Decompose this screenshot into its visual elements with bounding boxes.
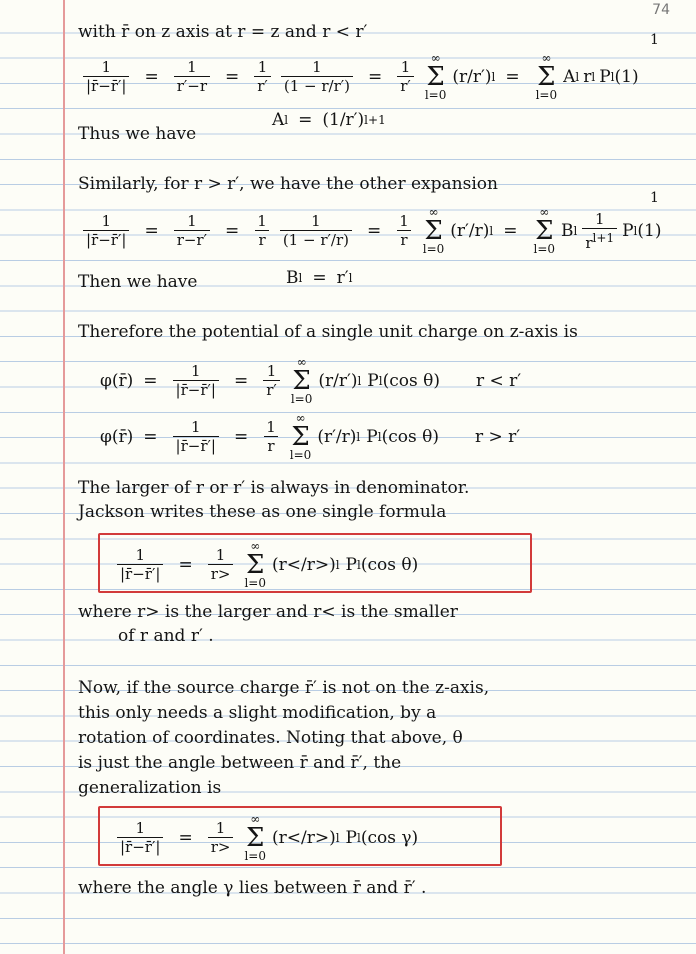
summation-7: ∞ Σ l=0 [244, 539, 266, 590]
summation: ∞ Σ l=0 [424, 51, 447, 102]
text-line-of: of r and r′ . [118, 626, 214, 646]
frac-boxed-2: $\frac{1}{r>}$ [208, 547, 234, 583]
text-line-similarly: Similarly, for r > r′, we have the other expansion [78, 174, 498, 194]
margin-line [63, 0, 65, 954]
equation-A-coefficient: A l = (1/r′) l+1 [272, 110, 386, 130]
summation-5: ∞ Σ l=0 [290, 355, 313, 406]
frac-one-over-r-minus-rp: $\frac{1}{r-r'}$ [174, 213, 210, 249]
summation-8: ∞ Σ l=0 [244, 812, 266, 863]
frac-one-over-r-2: $\frac{1}{r}$ [399, 212, 409, 249]
frac-one-over-rp-minus-r: $\frac{1}{r'-r}$ [174, 59, 210, 95]
frac-one-over-rp-2: $\frac{1}{r'}$ [397, 59, 414, 95]
text-line-angle: is just the angle between r̄ and r̄′, the [78, 753, 402, 773]
text-line-thus: Thus we have [78, 124, 197, 144]
equation-expansion-outer: $\frac{1}{|r̄-r̄'|}$ = $\frac{1}{r-r'}$ = $\frac{1}{r}$ $\frac{1}{(1 - r'/r)}$ = $\frac{1}{r}$ ∞ Σ l=0 (r′/r) l = ∞ Σ l=0 B l $\frac{1}{r^{l+1}}$ P l (1) [78, 206, 661, 256]
text-line-final: where the angle γ lies between r̄ and r̄′ . [78, 878, 427, 898]
annotation-one-2: 1 [650, 190, 659, 206]
frac-one-over-r: $\frac{1}{r}$ [257, 212, 267, 249]
frac-potential-1: $\frac{1}{|r̄-r̄'|}$ [173, 363, 219, 399]
text-line-now: Now, if the source charge r̄′ is not on the z-axis, [78, 678, 490, 698]
text-line-condition: with r̄ on z axis at r = z and r < r′ [78, 22, 368, 42]
summation-6: ∞ Σ l=0 [289, 411, 312, 462]
text-line-larger: The larger of r or r′ is always in denominator. [78, 478, 470, 498]
frac-geometric: $\frac{1}{(1 - r/r')}$ [281, 59, 353, 95]
frac-boxed-4: $\frac{1}{r>}$ [208, 820, 234, 856]
frac-one-over-rp: $\frac{1}{r'}$ [254, 59, 271, 95]
equation-potential-inner: φ(r̄) = $\frac{1}{|r̄-r̄'|}$ = $\frac{1}{r'}$ ∞ Σ l=0 (r/r′) l P l (cos θ) r < r′ [100, 355, 522, 406]
text-line-where: where r> is the larger and r< is the smaller [78, 602, 458, 622]
frac-one-over-distance-2: $\frac{1}{|r̄-r̄'|}$ [83, 213, 129, 249]
text-line-jackson: Jackson writes these as one single formula [78, 502, 447, 522]
text-line-generalization: generalization is [78, 778, 222, 798]
summation-3: ∞ Σ l=0 [422, 205, 445, 256]
summation-2: ∞ Σ l=0 [535, 51, 558, 102]
frac-one-over-distance: $\frac{1}{|r̄-r̄'|}$ [83, 59, 129, 95]
frac-potential-2: $\frac{1}{r'}$ [263, 363, 280, 399]
summation-4: ∞ Σ l=0 [533, 205, 556, 256]
page-number: 74 [652, 2, 670, 18]
equation-potential-outer: φ(r̄) = $\frac{1}{|r̄-r̄'|}$ = $\frac{1}{r}$ ∞ Σ l=0 (r′/r) l P l (cos θ) r > r′ [100, 411, 521, 462]
frac-geometric-2: $\frac{1}{(1 - r'/r)}$ [280, 213, 352, 249]
equation-expansion-inner: $\frac{1}{|r̄-r̄'|}$ = $\frac{1}{r'-r}$ = $\frac{1}{r'}$ $\frac{1}{(1 - r/r')}$ = $\frac{1}{r'}$ ∞ Σ l=0 (r/r′) l = ∞ Σ l=0 A l r l P l (1) [78, 52, 639, 102]
equation-boxed-general: $\frac{1}{|r̄-r̄'|}$ = $\frac{1}{r>}$ ∞ Σ l=0 (r</r>) l P l (cos γ) [112, 813, 418, 863]
equation-boxed-axis: $\frac{1}{|r̄-r̄'|}$ = $\frac{1}{r>}$ ∞ Σ l=0 (r</r>) l P l (cos θ) [112, 540, 418, 590]
text-line-then: Then we have [78, 272, 198, 292]
equation-B-coefficient: B l = r′ l [286, 268, 353, 288]
frac-potential-4: $\frac{1}{r}$ [266, 418, 276, 455]
text-line-this: this only needs a slight modification, by a [78, 703, 437, 723]
frac-one-over-r-l-plus-1: $\frac{1}{r^{l+1}}$ [582, 211, 617, 252]
frac-boxed-3: $\frac{1}{|r̄-r̄'|}$ [117, 820, 163, 856]
text-line-therefore: Therefore the potential of a single unit charge on z-axis is [78, 322, 578, 342]
text-line-rotation: rotation of coordinates. Noting that above, θ [78, 728, 463, 748]
frac-potential-3: $\frac{1}{|r̄-r̄'|}$ [173, 419, 219, 455]
frac-boxed-1: $\frac{1}{|r̄-r̄'|}$ [117, 547, 163, 583]
annotation-one: 1 [650, 32, 659, 48]
